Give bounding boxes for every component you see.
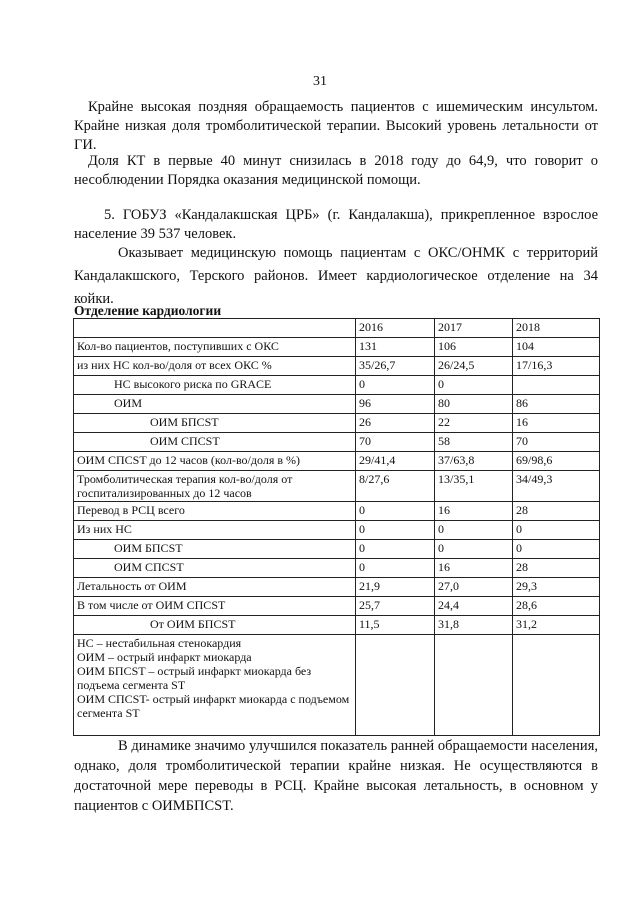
table-row: [74, 433, 600, 452]
cell-2018: 69/98,6: [513, 452, 600, 471]
cell-2018: 34/49,3: [513, 471, 600, 502]
cell-2016: 21,9: [356, 578, 435, 597]
cell-2016: 8/27,6: [356, 471, 435, 502]
cell-2016: 25,7: [356, 597, 435, 616]
table-row: [74, 357, 600, 376]
table-row: [74, 540, 600, 559]
row-label: НС высокого риска по GRACE: [74, 376, 356, 395]
cell-2018: 17/16,3: [513, 357, 600, 376]
cell-2016: 0: [356, 540, 435, 559]
cell-2016: 131: [356, 338, 435, 357]
table-row: [74, 616, 600, 635]
cell-2017: 16: [435, 559, 513, 578]
paragraph-hospital-heading: 5. ГОБУЗ «Кандалакшская ЦРБ» (г. Кандалакша), прикрепленное взрослое население 39 537 человек.: [74, 207, 598, 242]
table-row: [74, 578, 600, 597]
table-row: [74, 559, 600, 578]
cell-2016: 96: [356, 395, 435, 414]
row-label: Перевод в РСЦ всего: [74, 502, 356, 521]
table-row: [74, 597, 600, 616]
cell-2018: 28: [513, 559, 600, 578]
cell-2018: 104: [513, 338, 600, 357]
table-row: [74, 338, 600, 357]
cell-2016: 70: [356, 433, 435, 452]
cell-2018: 31,2: [513, 616, 600, 635]
table-row: [74, 502, 600, 521]
cell-2018: 28: [513, 502, 600, 521]
cell-2017: 106: [435, 338, 513, 357]
table-row: [74, 521, 600, 540]
table-row: [74, 414, 600, 433]
cell-2017: 24,4: [435, 597, 513, 616]
row-label: ОИМ БПСST: [74, 414, 356, 433]
row-label: из них НС кол-во/доля от всех ОКС %: [74, 357, 356, 376]
legend-item: ОИМ СПСST- острый инфаркт миокарда с подъемом сегмента ST: [77, 692, 350, 720]
cell-2018: 0: [513, 521, 600, 540]
paragraph-conclusion: В динамике значимо улучшился показатель ранней обращаемости населения, однако, доля тромболитической терапии крайне низкая. Не осуществляются в достаточной мере переводы в РСЦ. Крайне высокая летальность, в основном у пациентов с ОИМБПСST.: [74, 738, 598, 814]
row-label: ОИМ СПСST до 12 часов (кол-во/доля в %): [74, 452, 356, 471]
cell-2018: 70: [513, 433, 600, 452]
paragraph-hospital-description: Оказывает медицинскую помощь пациентам с ОКС/ОНМК с территорий Кандалакшского, Терского районов. Имеет кардиологическое отделение на 34 койки.: [74, 245, 598, 307]
cell-2017: 37/63,8: [435, 452, 513, 471]
cell-2017: 31,8: [435, 616, 513, 635]
table-header-row: [74, 319, 600, 338]
row-label: Тромболитическая терапия кол-во/доля от госпитализированных до 12 часов: [74, 471, 356, 502]
cell-2016: 11,5: [356, 616, 435, 635]
cell-2018: 28,6: [513, 597, 600, 616]
cardiology-stats-table: [73, 318, 600, 736]
cell-2018: 86: [513, 395, 600, 414]
cell-2018: 29,3: [513, 578, 600, 597]
cell-2016: 0: [356, 376, 435, 395]
legend-item: ОИМ БПСST – острый инфаркт миокарда без подъема сегмента ST: [77, 664, 312, 692]
row-label: ОИМ СПСST: [74, 433, 356, 452]
cell-2016: 35/26,7: [356, 357, 435, 376]
legend-empty-cell: [513, 635, 600, 736]
table-row: [74, 452, 600, 471]
legend-item: НС – нестабильная стенокардия: [77, 636, 242, 650]
cell-2016: 0: [356, 502, 435, 521]
cell-2016: 29/41,4: [356, 452, 435, 471]
header-cell: [74, 319, 356, 338]
legend-row: [74, 635, 600, 736]
paragraph-stroke-summary: Крайне высокая поздняя обращаемость пациентов с ишемическим инсультом. Крайне низкая доля тромболитической терапии. Высокий уровень летальности от ГИ.: [74, 99, 598, 153]
header-cell: 2017: [435, 319, 513, 338]
cell-2017: 27,0: [435, 578, 513, 597]
legend-cell: [74, 635, 356, 736]
cell-2017: 0: [435, 521, 513, 540]
cell-2017: 80: [435, 395, 513, 414]
row-label: ОИМ БПСST: [74, 540, 356, 559]
cell-2018: 16: [513, 414, 600, 433]
table-title: Отделение кардиологии: [74, 303, 222, 318]
cell-2016: 0: [356, 521, 435, 540]
table-row: [74, 376, 600, 395]
cell-2018: 0: [513, 540, 600, 559]
cell-2017: 0: [435, 540, 513, 559]
row-label: Летальность от ОИМ: [74, 578, 356, 597]
paragraph-ct-share: Доля КТ в первые 40 минут снизилась в 2018 году до 64,9, что говорит о несоблюдении Порядка оказания медицинской помощи.: [74, 153, 598, 188]
cell-2017: 0: [435, 376, 513, 395]
cell-2018: [513, 376, 600, 395]
row-label: В том числе от ОИМ СПСST: [74, 597, 356, 616]
legend-item: ОИМ – острый инфаркт миокарда: [77, 650, 252, 664]
table-row: [74, 395, 600, 414]
cell-2016: 0: [356, 559, 435, 578]
row-label: ОИМ: [74, 395, 356, 414]
header-cell: 2018: [513, 319, 600, 338]
table-row: [74, 471, 600, 502]
row-label: ОИМ СПСST: [74, 559, 356, 578]
row-label: Кол-во пациентов, поступивших с ОКС: [74, 338, 356, 357]
cell-2017: 26/24,5: [435, 357, 513, 376]
cell-2017: 22: [435, 414, 513, 433]
legend-empty-cell: [356, 635, 435, 736]
row-label: От ОИМ БПСST: [74, 616, 356, 635]
cell-2017: 16: [435, 502, 513, 521]
cell-2017: 13/35,1: [435, 471, 513, 502]
page-number: 31: [313, 74, 327, 89]
header-cell: 2016: [356, 319, 435, 338]
cell-2016: 26: [356, 414, 435, 433]
legend-empty-cell: [435, 635, 513, 736]
row-label: Из них НС: [74, 521, 356, 540]
cell-2017: 58: [435, 433, 513, 452]
